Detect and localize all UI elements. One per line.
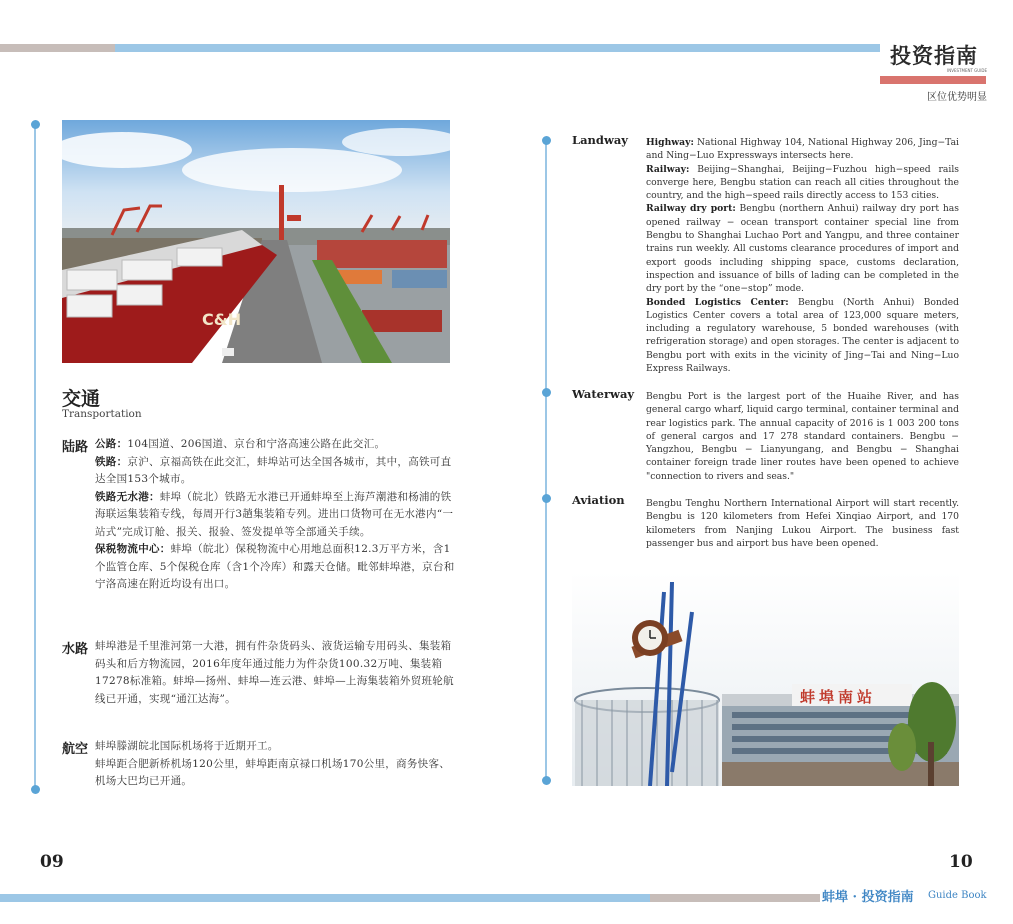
- section-heading-en: Transportation: [62, 408, 142, 420]
- station-sign: 蚌埠南站: [800, 688, 877, 706]
- highway-text-en: National Highway 104, National Highway 206, Jing−Tai and Ning−Luo Expressways intersects here.: [646, 137, 959, 162]
- dryport-text-cn: 蚌埠（皖北）铁路无水港已开通蚌埠至上海芦潮港和杨浦的铁海联运集装箱专线，每周开行3趟集装箱专列。进出口货物可在无水港内“一站式”完成订舱、报关、报验、签发提单等全部通关手续。: [95, 490, 454, 538]
- aviation-line1-cn: 蚌埠滕湖皖北国际机场将于近期开工。: [95, 740, 279, 752]
- category-waterway-cn: 水路: [62, 642, 89, 657]
- dryport-label-cn: 铁路无水港：: [95, 490, 160, 503]
- category-landway-cn: 陆路: [62, 440, 89, 455]
- bonded-label-en: Bonded Logistics Center:: [646, 296, 789, 308]
- bonded-text-cn: 蚌埠（皖北）保税物流中心用地总面积12.3万平方米，含1个监管仓库、5个保税仓库（含1个冷库）和露天仓储。毗邻蚌埠港，京台和宁洛高速在附近均设有出口。: [95, 543, 455, 590]
- station-photo: [572, 572, 959, 786]
- landway-body-en: [646, 136, 959, 375]
- railway-text-cn: 京沪、京福高铁在此交汇，蚌埠站可达全国各城市，其中，高铁可直达全国153个城市。: [95, 455, 452, 485]
- logo-accent-bar: [880, 76, 986, 84]
- bonded-text-en: Bengbu (North Anhui) Bonded Logistics Center covers a total area of 123,000 square meters, including a regulatory warehouse, 5 bonded warehouses (with refrigeration storage) and open storages. The center is adjacent to Bengbu port with exits in the vicinity of Jing−Tai and Ning−Luo Express Railways.: [646, 296, 959, 375]
- category-aviation-cn: 航空: [62, 742, 89, 757]
- highway-text-cn: 104国道、206国道、京台和宁洛高速公路在此交汇。: [127, 438, 386, 450]
- left-timeline-dot-top: [31, 120, 40, 129]
- aviation-line2-cn: 蚌埠距合肥新桥机场120公里，蚌埠距南京禄口机场170公里，商务快客、机场大巴均已开通。: [95, 757, 451, 787]
- logo-title: 投资指南: [890, 43, 978, 68]
- right-timeline-dot-bottom: [542, 776, 551, 785]
- waterway-text-en: Bengbu Port is the largest port of the Huaihe River, and has general cargo wharf, liquid cargo terminal, container terminal and rear logistics park. The annual capacity of 2016 is 1 003 200 tons of general cargos and 17 278 standard containers. Bengbu − Yangzhou, Bengbu − Lianyungang, and Bengbu − Shanghai container foreign trade liner routes have been opened to achieve "connection to rivers and seas.": [646, 391, 959, 482]
- railway-label-cn: 铁路：: [95, 455, 128, 468]
- top-bar-blue: [115, 44, 880, 52]
- aviation-text-en: Bengbu Tenghu Northern International Airport will start recently. Bengbu is 120 kilometers from Hefei Xinqiao Airport, and 170 kilometers from Nanjing Lukou Airport. The business fast passenger bus and airport bus have been opened.: [646, 498, 959, 549]
- railway-text-en: Beijing−Shanghai, Beijing−Fuzhou high−speed rails converge here, Bengbu station can reach all cities throughout the country, and the high−speed rails directly access to 153 cities.: [646, 163, 959, 202]
- footer-title-cn: 蚌埠 · 投资指南: [822, 890, 914, 905]
- port-photo: [62, 120, 450, 363]
- bonded-label-cn: 保税物流中心：: [95, 543, 171, 555]
- section-tag: 区位优势明显: [927, 92, 987, 103]
- dryport-label-en: Railway dry port:: [646, 203, 736, 215]
- page-number-right: 10: [949, 852, 973, 872]
- svg-text:C&H: C&H: [202, 310, 242, 329]
- right-timeline-dot-waterway: [542, 388, 551, 397]
- aviation-body-en: [646, 497, 959, 550]
- highway-label-en: Highway:: [646, 137, 694, 148]
- waterway-body-cn: [95, 638, 455, 708]
- category-aviation-en: Aviation: [572, 493, 625, 507]
- page-number-left: 09: [40, 852, 64, 872]
- dryport-text-en: Bengbu (northern Anhui) railway dry port has opened railway − ocean transport container special line from Bengbu to Shanghai Luchao Port and Yangpu, and three container trains run weekly. All customs clearance procedures of import and export goods including shipping space, customs declaration, inspection and issuance of bills of lading can be completed in the dry port by the “one−stop” mode.: [646, 203, 960, 295]
- left-timeline: [34, 124, 36, 789]
- aviation-body-cn: [95, 738, 455, 791]
- left-timeline-dot-bottom: [31, 785, 40, 794]
- right-timeline: [545, 140, 547, 780]
- right-timeline-dot-landway: [542, 136, 551, 145]
- footer-bar-blue: [0, 894, 650, 902]
- footer-title-en: Guide Book: [928, 890, 987, 901]
- logo-subtitle: INVESTMENT GUIDE: [947, 68, 987, 73]
- right-timeline-dot-aviation: [542, 494, 551, 503]
- footer-bar-grey: [650, 894, 820, 902]
- railway-label-en: Railway:: [646, 163, 690, 175]
- category-landway-en: Landway: [572, 133, 628, 147]
- waterway-body-en: [646, 390, 959, 483]
- section-heading-cn: 交通: [62, 388, 101, 410]
- station-illustration: [572, 572, 959, 786]
- highway-label-cn: 公路：: [95, 438, 128, 450]
- top-bar-grey: [0, 44, 115, 52]
- port-illustration: [62, 120, 450, 363]
- waterway-text-cn: 蚌埠港是千里淮河第一大港，拥有件杂货码头、液货运输专用码头、集装箱码头和后方物流园，2016年度年通过能力为件杂货100.32万吨、集装箱17278标准箱。蚌埠—扬州、蚌埠—连云港、蚌埠—上海集装箱外贸班轮航线已开通，实现“通江达海”。: [95, 640, 454, 705]
- landway-body-cn: [95, 436, 455, 594]
- category-waterway-en: Waterway: [572, 387, 635, 401]
